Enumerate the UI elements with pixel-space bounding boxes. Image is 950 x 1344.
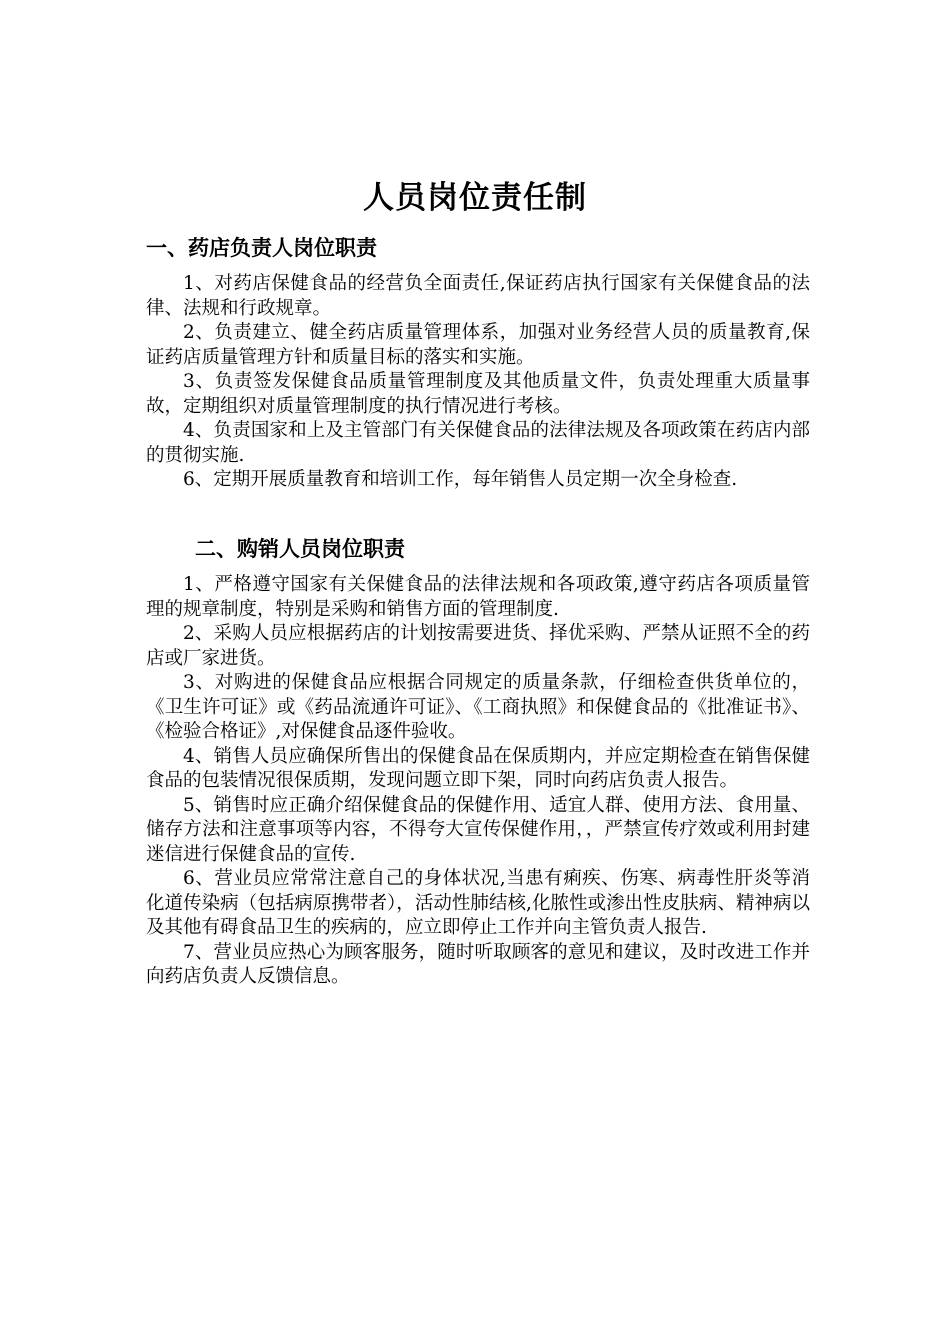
paragraph: 4、销售人员应确保所售出的保健食品在保质期内，并应定期检查在销售保健食品的包装情况很保质期，发现问题立即下架，同时向药店负责人报告。 — [146, 745, 810, 791]
paragraph: 3、对购进的保健食品应根据合同规定的质量条款，仔细检查供货单位的，《卫生许可证》或《药品流通许可证》、《工商执照》和保健食品的《批准证书》、《检验合格证》,对保健食品逐件验收。 — [146, 672, 810, 742]
section-heading-purchasing-sales: 二、购销人员岗位职责 — [195, 537, 405, 561]
paragraph: 1、严格遵守国家有关保健食品的法律法规和各项政策,遵守药店各项质量管理的规章制度，特别是采购和销售方面的管理制度. — [146, 574, 810, 620]
paragraph: 4、负责国家和上及主管部门有关保健食品的法律法规及各项政策在药店内部的贯彻实施. — [146, 420, 810, 466]
section-heading-manager: 一、药店负责人岗位职责 — [146, 236, 377, 260]
paragraph: 3、负责签发保健食品质量管理制度及其他质量文件，负责处理重大质量事故，定期组织对质量管理制度的执行情况进行考核。 — [146, 371, 810, 417]
section-body-purchasing-sales — [146, 573, 810, 990]
paragraph: 6、定期开展质量教育和培训工作，每年销售人员定期一次全身检查. — [183, 469, 738, 490]
paragraph: 2、负责建立、健全药店质量管理体系，加强对业务经营人员的质量教育,保证药店质量管理方针和质量目标的落实和实施。 — [146, 322, 810, 368]
paragraph: 5、销售时应正确介绍保健食品的保健作用、适宜人群、使用方法、食用量、储存方法和注意事项等内容，不得夸大宣传保健作用，，严禁宣传疗效或利用封建迷信进行保健食品的宣传. — [146, 794, 810, 865]
section-body-manager — [146, 272, 810, 493]
paragraph: 6、营业员应常常注意自己的身体状况,当患有痢疾、伤寒、病毒性肝炎等消化道传染病（包括病原携带者），活动性肺结核,化脓性或渗出性皮肤病、精神病以及其他有碍食品卫生的疾病的，应立即停止工作并向主管负责人报告. — [146, 868, 810, 938]
document-title: 人员岗位责任制 — [363, 180, 587, 216]
paragraph: 2、采购人员应根据药店的计划按需要进货、择优采购、严禁从证照不全的药店或厂家进货。 — [146, 623, 810, 669]
paragraph: 7、营业员应热心为顾客服务，随时听取顾客的意见和建议，及时改进工作并向药店负责人反馈信息。 — [146, 941, 810, 987]
paragraph: 1、对药店保健食品的经营负全面责任,保证药店执行国家有关保健食品的法律、法规和行政规章。 — [146, 273, 810, 319]
